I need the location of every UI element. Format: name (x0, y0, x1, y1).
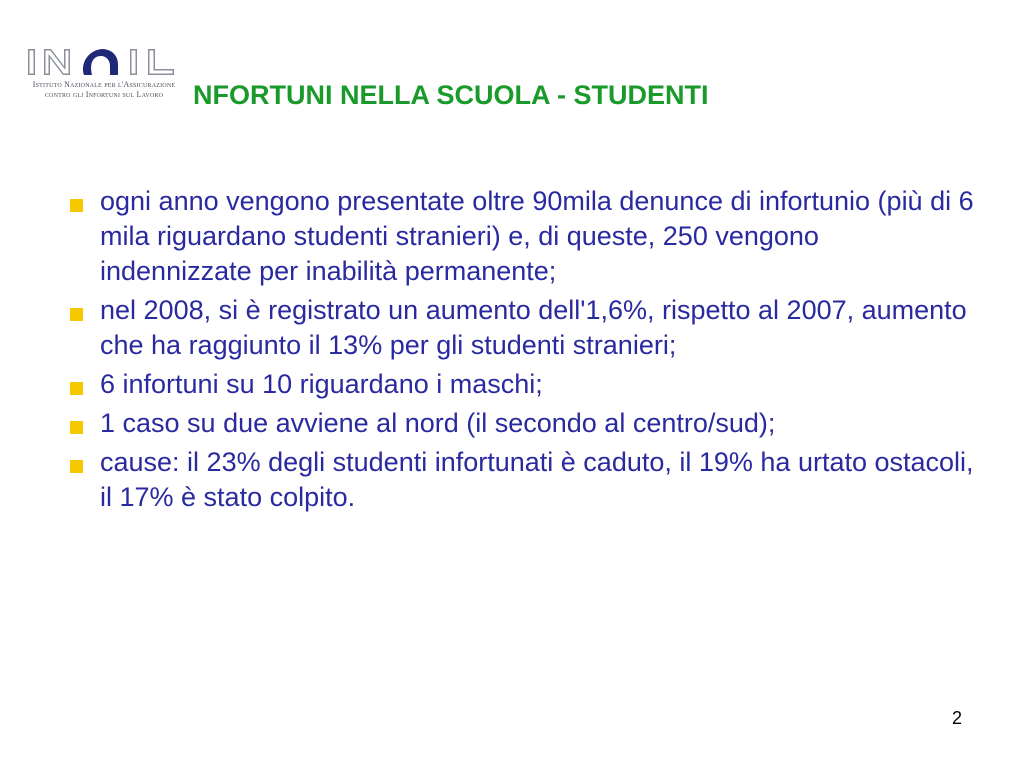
page-number: 2 (951, 708, 962, 728)
bullet-square-icon (70, 308, 83, 321)
logo-subtitle-line2: contro gli Infortuni sul Lavoro (44, 90, 164, 99)
bullet-item (66, 293, 976, 363)
bullet-square-icon (70, 460, 83, 473)
bullet-square-icon (70, 199, 83, 212)
bullet-text: cause: il 23% degli studenti infortunati è caduto, il 19% ha urtato ostacoli, il 17% è stato colpito. (100, 447, 974, 512)
slide-title: NFORTUNI NELLA SCUOLA - STUDENTI (193, 80, 709, 110)
inail-logo (26, 46, 182, 104)
bullet-item (66, 406, 976, 441)
bullet-text: ogni anno vengono presentate oltre 90mila denunce di infortunio (più di 6 mila riguardano studenti stranieri) e, di queste, 250 vengono indennizzate per inabilità permanente; (100, 186, 974, 286)
bullet-list (66, 184, 976, 519)
bullet-text: 6 infortuni su 10 riguardano i maschi; (100, 369, 543, 399)
bullet-square-icon (70, 382, 83, 395)
bullet-item (66, 445, 976, 515)
bullet-item (66, 367, 976, 402)
inail-logo-mark (26, 46, 182, 78)
bullet-text: 1 caso su due avviene al nord (il secondo al centro/sud); (100, 408, 776, 438)
logo-subtitle-line1: Istituto Nazionale per l'Assicurazione (32, 80, 176, 89)
logo-subtitle (26, 80, 182, 100)
bullet-text: nel 2008, si è registrato un aumento dell'1,6%, rispetto al 2007, aumento che ha raggiunto il 13% per gli studenti stranieri; (100, 295, 967, 360)
bullet-square-icon (70, 421, 83, 434)
bullet-item (66, 184, 976, 289)
